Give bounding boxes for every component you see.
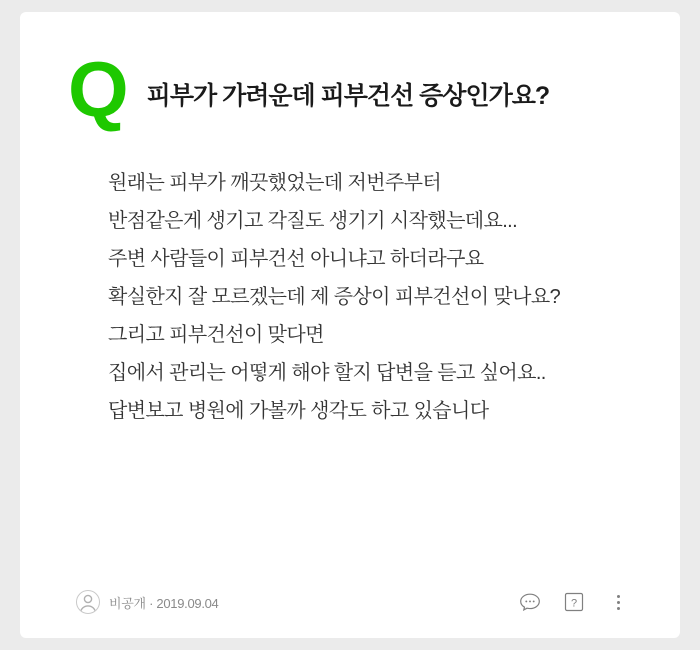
question-card [20, 12, 680, 638]
footer-actions [508, 580, 640, 624]
question-box-icon [564, 592, 584, 612]
question-body-line: 반점같은게 생기고 각질도 생기기 시작했는데요... [108, 210, 518, 232]
question-body [20, 108, 680, 425]
question-body-line: 답변보고 병원에 가볼까 생각도 하고 있습니다 [108, 400, 489, 422]
author-meta: 비공개 · 2019.09.04 [109, 595, 219, 611]
avatar [76, 590, 100, 614]
question-body-line: 집에서 관리는 어떻게 해야 할지 답변을 듣고 싶어요.. [108, 362, 546, 384]
more-options-button[interactable] [596, 580, 640, 624]
question-header [20, 12, 680, 133]
question-body-line: 주변 사람들이 피부건선 아니냐고 하더라구요 [108, 248, 484, 270]
question-body-line: 확실한지 잘 모르겠는데 제 증상이 피부건선이 맞나요? [108, 286, 561, 308]
question-body-line: 그리고 피부건선이 맞다면 [108, 324, 324, 346]
svg-text:?: ? [570, 597, 578, 610]
question-body-line: 원래는 피부가 깨끗했었는데 저번주부터 [108, 172, 442, 194]
more-options-icon [617, 593, 620, 611]
question-button[interactable] [552, 580, 596, 624]
card-footer [20, 566, 680, 638]
author-info [76, 590, 508, 614]
comment-icon [519, 593, 541, 611]
comment-button[interactable] [508, 580, 552, 624]
question-marker-icon: Q [68, 45, 127, 133]
page-title: 피부가 가려운데 피부건선 증상인가요? [146, 82, 550, 110]
